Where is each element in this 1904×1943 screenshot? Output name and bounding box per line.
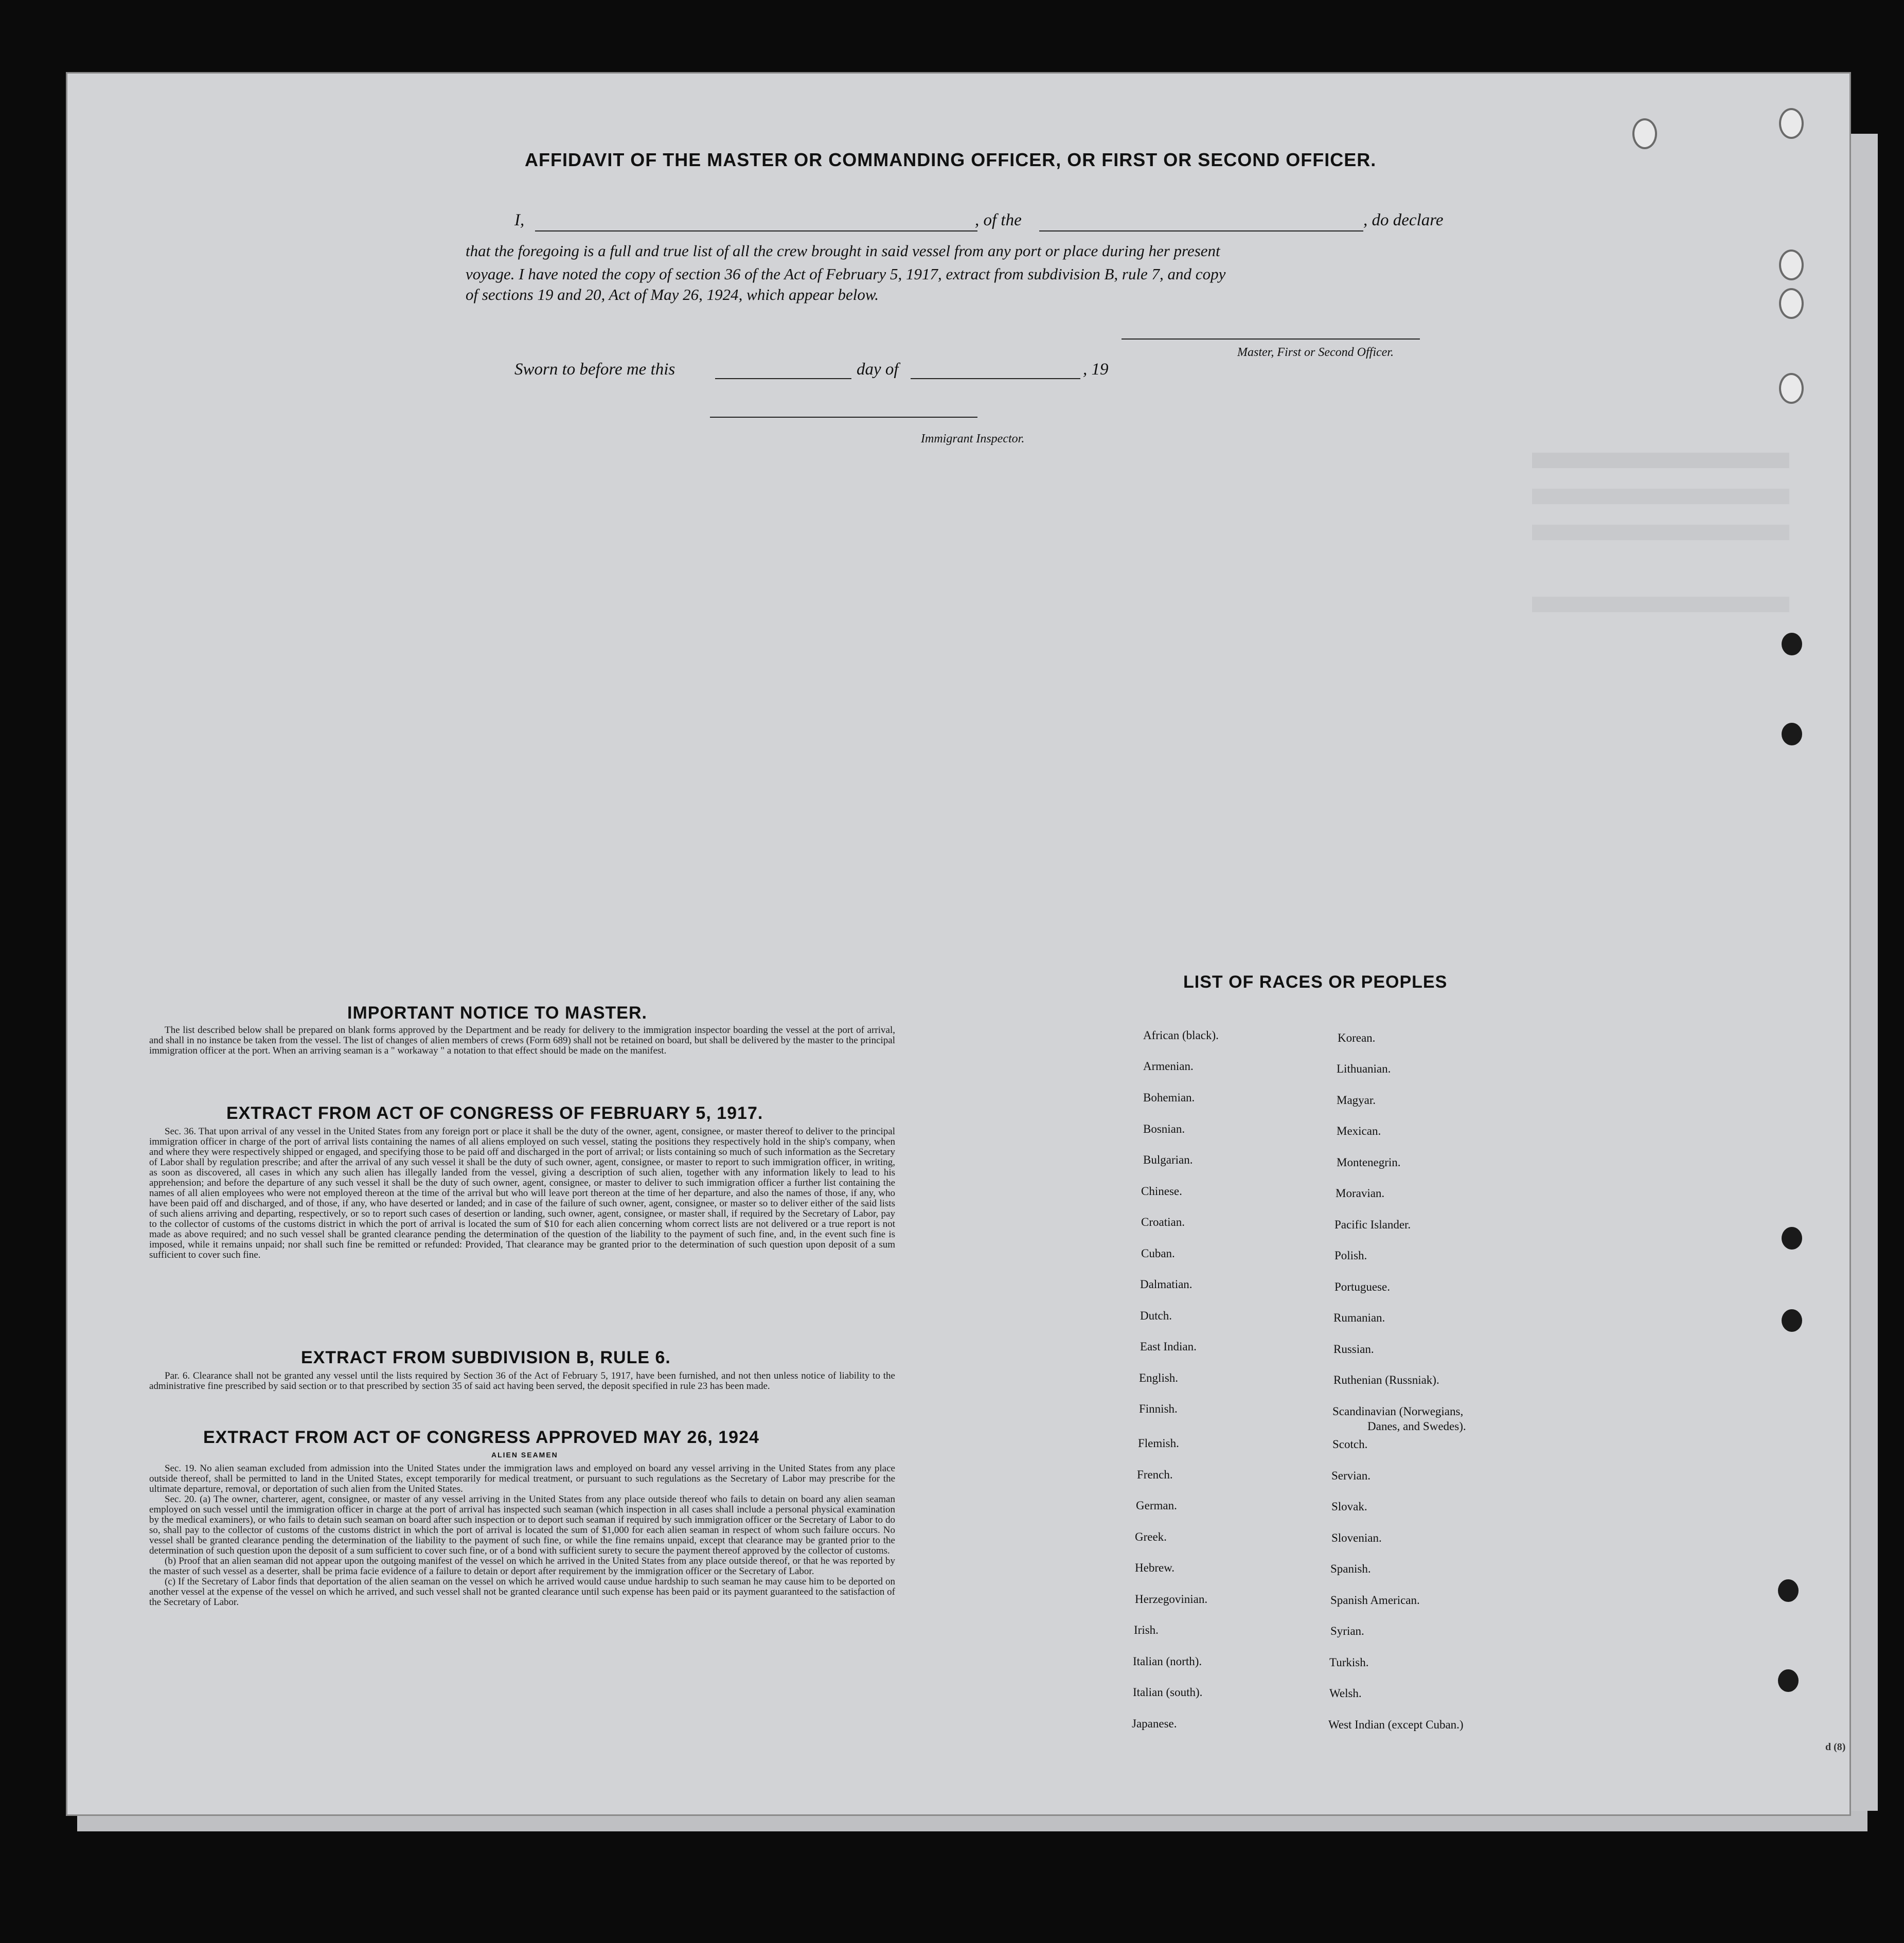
race-right: West Indian (except Cuban.) (1328, 1718, 1464, 1731)
notice-paragraph: The list described below shall be prepared on blank forms approved by the Department and be ready for delivery to the immigration inspector boarding the vessel at the port of arrival, and shall in no instance be taken from the vessel. The list of changes of alien members of crews (Form 689) shall not be retained on board, but shall be delivered by the master to the principal immigration officer at the port. When an arriving seaman is a " workaway " a notation to that effect should be made on the manifest. (149, 1025, 895, 1056)
punch-hole (1779, 288, 1804, 319)
bleed-through-row (1532, 453, 1789, 468)
rivet-dot (1778, 1579, 1799, 1602)
race-left: Greek. (1135, 1530, 1167, 1543)
race-right: Slovenian. (1331, 1531, 1382, 1544)
race-right: Ruthenian (Russniak). (1333, 1374, 1439, 1386)
alien-seamen-subtitle: ALIEN SEAMEN (491, 1451, 558, 1459)
race-right: Polish. (1334, 1249, 1367, 1262)
race-left: Chinese. (1141, 1185, 1182, 1198)
race-left: Croatian. (1141, 1216, 1185, 1228)
race-right: Servian. (1331, 1469, 1371, 1482)
name-blank[interactable] (535, 230, 977, 231)
punch-hole (1779, 373, 1804, 404)
sworn-prefix: Sworn to before me this (514, 360, 675, 379)
rivet-dot (1782, 633, 1802, 655)
race-right: Lithuanian. (1337, 1062, 1391, 1075)
notice-text (149, 1025, 895, 1056)
affidavit-i: I, (514, 211, 525, 229)
extract-1917-title: EXTRACT FROM ACT OF CONGRESS OF FEBRUARY 5, 1917. (226, 1103, 763, 1123)
race-right: Syrian. (1330, 1625, 1364, 1637)
race-left: Finnish. (1139, 1402, 1178, 1415)
sec-20b-paragraph: (b) Proof that an alien seaman did not appear upon the outgoing manifest of the vessel on which he arrived in the United States from any place outside thereof, or that he was reported by the master of such vessel as a deserter, shall be prima facie evidence of a failure to detain or deport after requirement by the immigration officer or the Secretary of Labor. (149, 1556, 895, 1577)
punch-hole (1632, 118, 1657, 149)
sworn-month-blank[interactable] (911, 378, 1080, 379)
race-right: Moravian. (1336, 1187, 1385, 1200)
race-left: Irish. (1134, 1624, 1159, 1636)
master-signature-line[interactable] (1122, 338, 1420, 340)
extract-1924-text (149, 1464, 895, 1608)
affidavit-line-3: voyage. I have noted the copy of section 36 of the Act of February 5, 1917, extract from subdivision B, rule 7, and copy (466, 265, 1226, 283)
race-right: Portuguese. (1334, 1280, 1390, 1293)
bleed-through-row (1532, 525, 1789, 540)
inspector-signature-line[interactable] (710, 417, 977, 418)
race-right: Pacific Islander. (1334, 1218, 1411, 1231)
rivet-dot (1778, 1669, 1799, 1692)
affidavit-of-the: , of the (975, 211, 1022, 229)
master-caption: Master, First or Second Officer. (1237, 346, 1394, 359)
race-left: English. (1139, 1371, 1179, 1384)
rule-6-title: EXTRACT FROM SUBDIVISION B, RULE 6. (301, 1348, 671, 1367)
affidavit-title: AFFIDAVIT OF THE MASTER OR COMMANDING OFFICER, OR FIRST OR SECOND OFFICER. (525, 149, 1377, 170)
race-left: Dutch. (1140, 1309, 1172, 1322)
race-right-continuation: Danes, and Swedes). (1367, 1420, 1466, 1433)
race-right: Montenegrin. (1337, 1156, 1401, 1169)
punch-hole (1779, 108, 1804, 139)
race-right: Spanish. (1330, 1562, 1371, 1575)
race-left: Armenian. (1143, 1060, 1194, 1073)
race-right: Slovak. (1331, 1500, 1367, 1513)
rivet-dot (1782, 1309, 1802, 1332)
affidavit-declare: , do declare (1363, 211, 1444, 229)
affidavit-line-4: of sections 19 and 20, Act of May 26, 1924, which appear below. (466, 286, 879, 304)
race-left: African (black). (1143, 1029, 1219, 1042)
race-right: Turkish. (1329, 1656, 1369, 1669)
extract-1917-paragraph: Sec. 36. That upon arrival of any vessel in the United States from any foreign port or place it shall be the duty of the owner, agent, consignee, or master thereof to deliver to the principal immigration officer in charge of the port of arrival lists containing the names of all aliens employed on such vessel, stating the positions they respectively hold in the ship's company, when and where they were respectively shipped or engaged, and specifying those to be paid off and discharged in the port of arrival; or lists containing so much of such information as the Secretary of Labor shall by regulation prescribe; and after the arrival of any such vessel it shall be the duty of such owner, agent, consignee, or master to report to such immigration officer, in writing, as soon as discovered, all cases in which any such alien has illegally landed from the vessel, giving a description of such alien, together with any information likely to lead to his apprehension; and before the departure of any such vessel it shall be the duty of such owner, agent, consignee, or master to deliver to such immigration officer a further list containing the names of all alien employees who were not employed thereon at the time of the arrival but who will leave port thereon at the time of her departure, and also the names of those, if any, who have been paid off and discharged, and of those, if any, who have deserted or landed; and in case of the failure of such owner, agent, consignee, or master so to deliver either of the said lists of such aliens arriving and departing, respectively, or so to report such cases of desertion or landing, such owner, agent, consignee, or master shall, if required by the Secretary of Labor, pay to the collector of customs of the customs district in which the port of arrival is located the sum of $10 for each alien concerning whom correct lists are not delivered or a true report is not made as above required; and no such vessel shall be granted clearance pending the determination of the question of the liability to the payment of such fine, and, in the event such fine is imposed, while it remains unpaid; nor shall such fine be remitted or refunded: Provided, That clearance may be granted prior to the determination of such question upon deposit of a sum sufficient to cover such fine. (149, 1126, 895, 1260)
extract-1924-title: EXTRACT FROM ACT OF CONGRESS APPROVED MAY 26, 1924 (203, 1428, 759, 1447)
extract-1917-text (149, 1127, 895, 1260)
race-left: Italian (south). (1133, 1686, 1203, 1699)
race-right: Scandinavian (Norwegians, (1332, 1405, 1464, 1418)
race-right: Spanish American. (1330, 1594, 1420, 1607)
race-right: Scotch. (1332, 1438, 1368, 1451)
race-left: Flemish. (1138, 1437, 1179, 1450)
rivet-dot (1782, 723, 1802, 745)
form-number: d (8) (1825, 1741, 1846, 1753)
sec-20c-paragraph: (c) If the Secretary of Labor finds that deportation of the alien seaman on the vessel on which he arrived would cause undue hardship to such seaman he may cause him to be deported on another vessel at the expense of the vessel on which he arrived, and such vessel shall not be granted clearance until such expense has been paid or its payment guaranteed to the satisfaction of the Secretary of Labor. (149, 1576, 895, 1608)
inspector-caption: Immigrant Inspector. (921, 432, 1025, 445)
race-left: Herzegovinian. (1135, 1593, 1208, 1606)
race-left: Japanese. (1132, 1717, 1177, 1730)
bleed-through-row (1532, 597, 1789, 612)
race-right: Rumanian. (1333, 1311, 1385, 1324)
vessel-blank[interactable] (1039, 230, 1363, 231)
race-right: Mexican. (1337, 1125, 1381, 1137)
race-left: Bosnian. (1143, 1122, 1185, 1135)
sworn-day-blank[interactable] (715, 378, 851, 379)
race-left: Bulgarian. (1143, 1153, 1193, 1166)
sec-19-paragraph: Sec. 19. No alien seaman excluded from admission into the United States under the immigration laws and employed on board any vessel arriving in the United States from any place outside thereof, shall be permitted to land in the United States, except temporarily for medical treatment, or pursuant to such regulations as the Secretary of Labor may prescribe for the ultimate departure, removal, or deportation of such alien from the United States. (149, 1463, 895, 1494)
race-right: Magyar. (1337, 1094, 1376, 1107)
race-left: French. (1137, 1468, 1173, 1481)
rule-6-text (149, 1371, 895, 1392)
race-left: East Indian. (1140, 1340, 1197, 1353)
race-left: German. (1136, 1499, 1177, 1512)
punch-hole (1779, 249, 1804, 280)
race-right: Korean. (1338, 1031, 1376, 1044)
race-right: Russian. (1333, 1343, 1374, 1356)
rivet-dot (1782, 1227, 1802, 1250)
sworn-year: , 19 (1083, 360, 1109, 379)
race-left: Italian (north). (1133, 1655, 1202, 1668)
sworn-day-of: day of (857, 360, 899, 379)
bleed-through-row (1532, 489, 1789, 504)
race-right: Welsh. (1329, 1687, 1362, 1700)
sec-20a-paragraph: Sec. 20. (a) The owner, charterer, agent, consignee, or master of any vessel arriving in the United States from any place outside thereof who fails to detain on board any alien seaman employed on such vessel until the immigration officer in charge at the port of arrival has inspected such seaman (which inspection in all cases shall include a personal physical examination by the medical examiners), or who fails to detain such seaman on board after such inspection or to deport such seaman if required by such immigration officer or the Secretary of Labor to do so, shall pay to the collector of customs of the customs district in which the port of arrival is located the sum of $1,000 for each alien seaman in respect of whom such failure occurs. No vessel shall be granted clearance pending the determination of the liability to the payment of such fine, or while the fine remains unpaid, except that clearance may be granted prior to the determination of such question upon the deposit of a sum sufficient to cover such fine, or of a bond with sufficient surety to secure the payment thereof approved by the collector of customs. (149, 1494, 895, 1556)
notice-title: IMPORTANT NOTICE TO MASTER. (347, 1003, 647, 1023)
underlying-page-right-edge (1847, 134, 1878, 1811)
race-left: Bohemian. (1143, 1091, 1195, 1104)
races-title: LIST OF RACES OR PEOPLES (1183, 972, 1448, 992)
rule-6-paragraph: Par. 6. Clearance shall not be granted any vessel until the lists required by Section 36 of the Act of February 5, 1917, have been furnished, and not then unless notice of liability to the administrative fine prescribed by said section or to that prescribed by section 35 of said act having been served, the deposit specified in rule 23 has been made. (149, 1370, 895, 1392)
race-left: Cuban. (1141, 1247, 1175, 1260)
affidavit-line-2: that the foregoing is a full and true list of all the crew brought in said vessel from any port or place during her present (466, 242, 1220, 260)
race-left: Hebrew. (1135, 1561, 1175, 1574)
race-left: Dalmatian. (1140, 1278, 1193, 1291)
